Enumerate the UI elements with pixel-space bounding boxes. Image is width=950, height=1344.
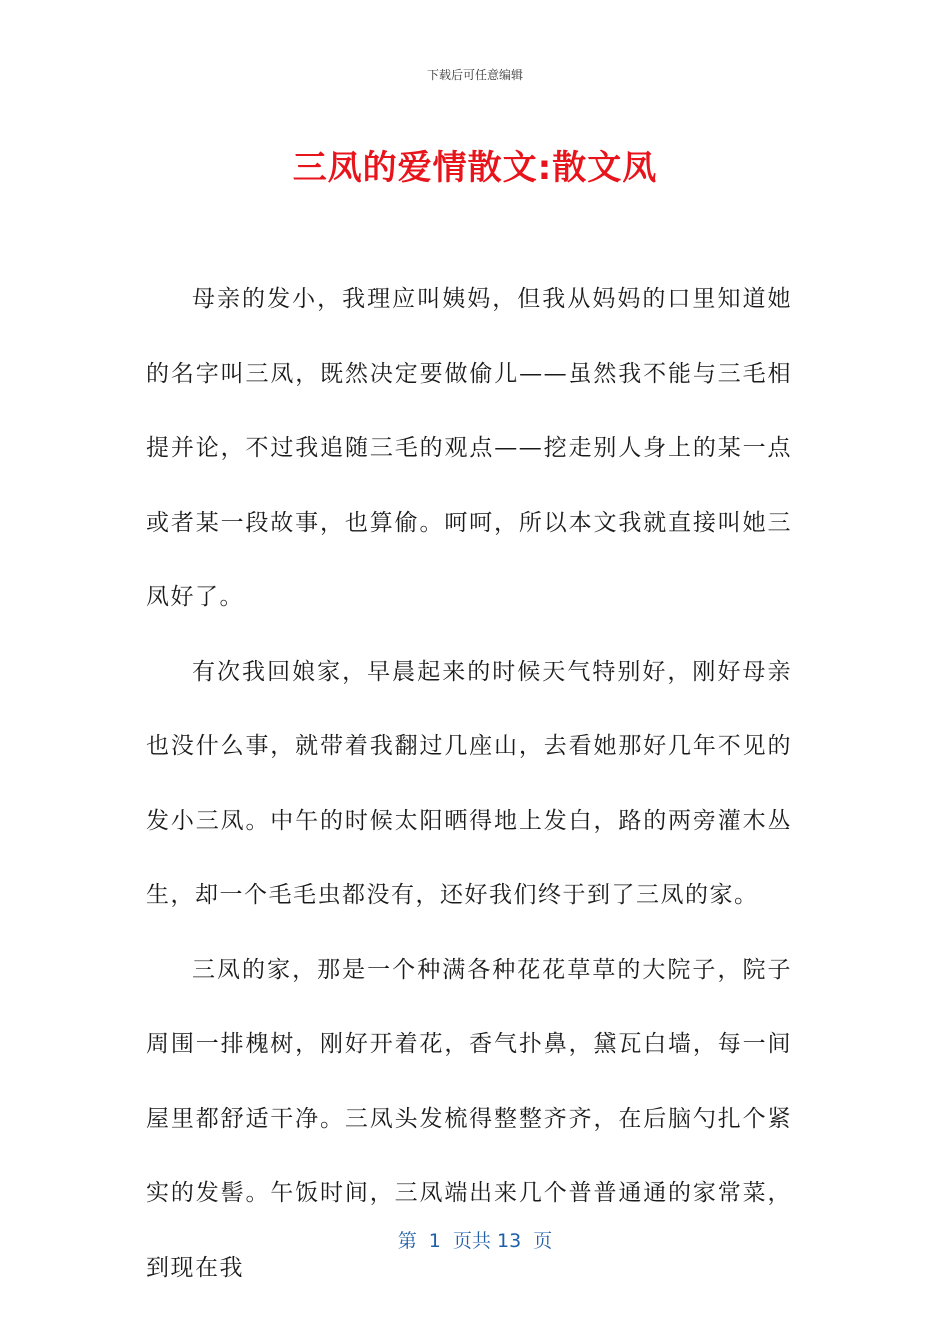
paragraph-2: 有次我回娘家，早晨起来的时候天气特别好，刚好母亲也没什么事，就带着我翻过几座山，去看她那好几年不见的发小三凤。中午的时候太阳晒得地上发白，路的两旁灌木丛生，却一个毛毛虫都没有，还好我们终于到了三凤的家。 — [146, 658, 792, 908]
paragraph-3: 三凤的家，那是一个种满各种花花草草的大院子，院子周围一排槐树，刚好开着花，香气扑鼻，黛瓦白墙，每一间屋里都舒适干净。三凤头发梳得整整齐齐，在后脑勺扎个紧实的发髻。午饭时间，三凤端出来几个普普通通的家常菜，到现在我 — [146, 956, 792, 1281]
document-title: 三凤的爱情散文:散文凤 — [292, 148, 658, 188]
header-note: 下载后可任意编辑 — [426, 68, 523, 82]
page-footer: 第 1 页共 13 页 — [397, 1230, 553, 1252]
paragraph-1: 母亲的发小，我理应叫姨妈，但我从妈妈的口里知道她的名字叫三凤，既然决定要做偷儿——虽然我不能与三毛相提并论，不过我追随三毛的观点——挖走别人身上的某一点或者某一段故事，也算偷。呵呵，所以本文我就直接叫她三凤好了。 — [146, 286, 792, 610]
document-body — [146, 262, 792, 1305]
